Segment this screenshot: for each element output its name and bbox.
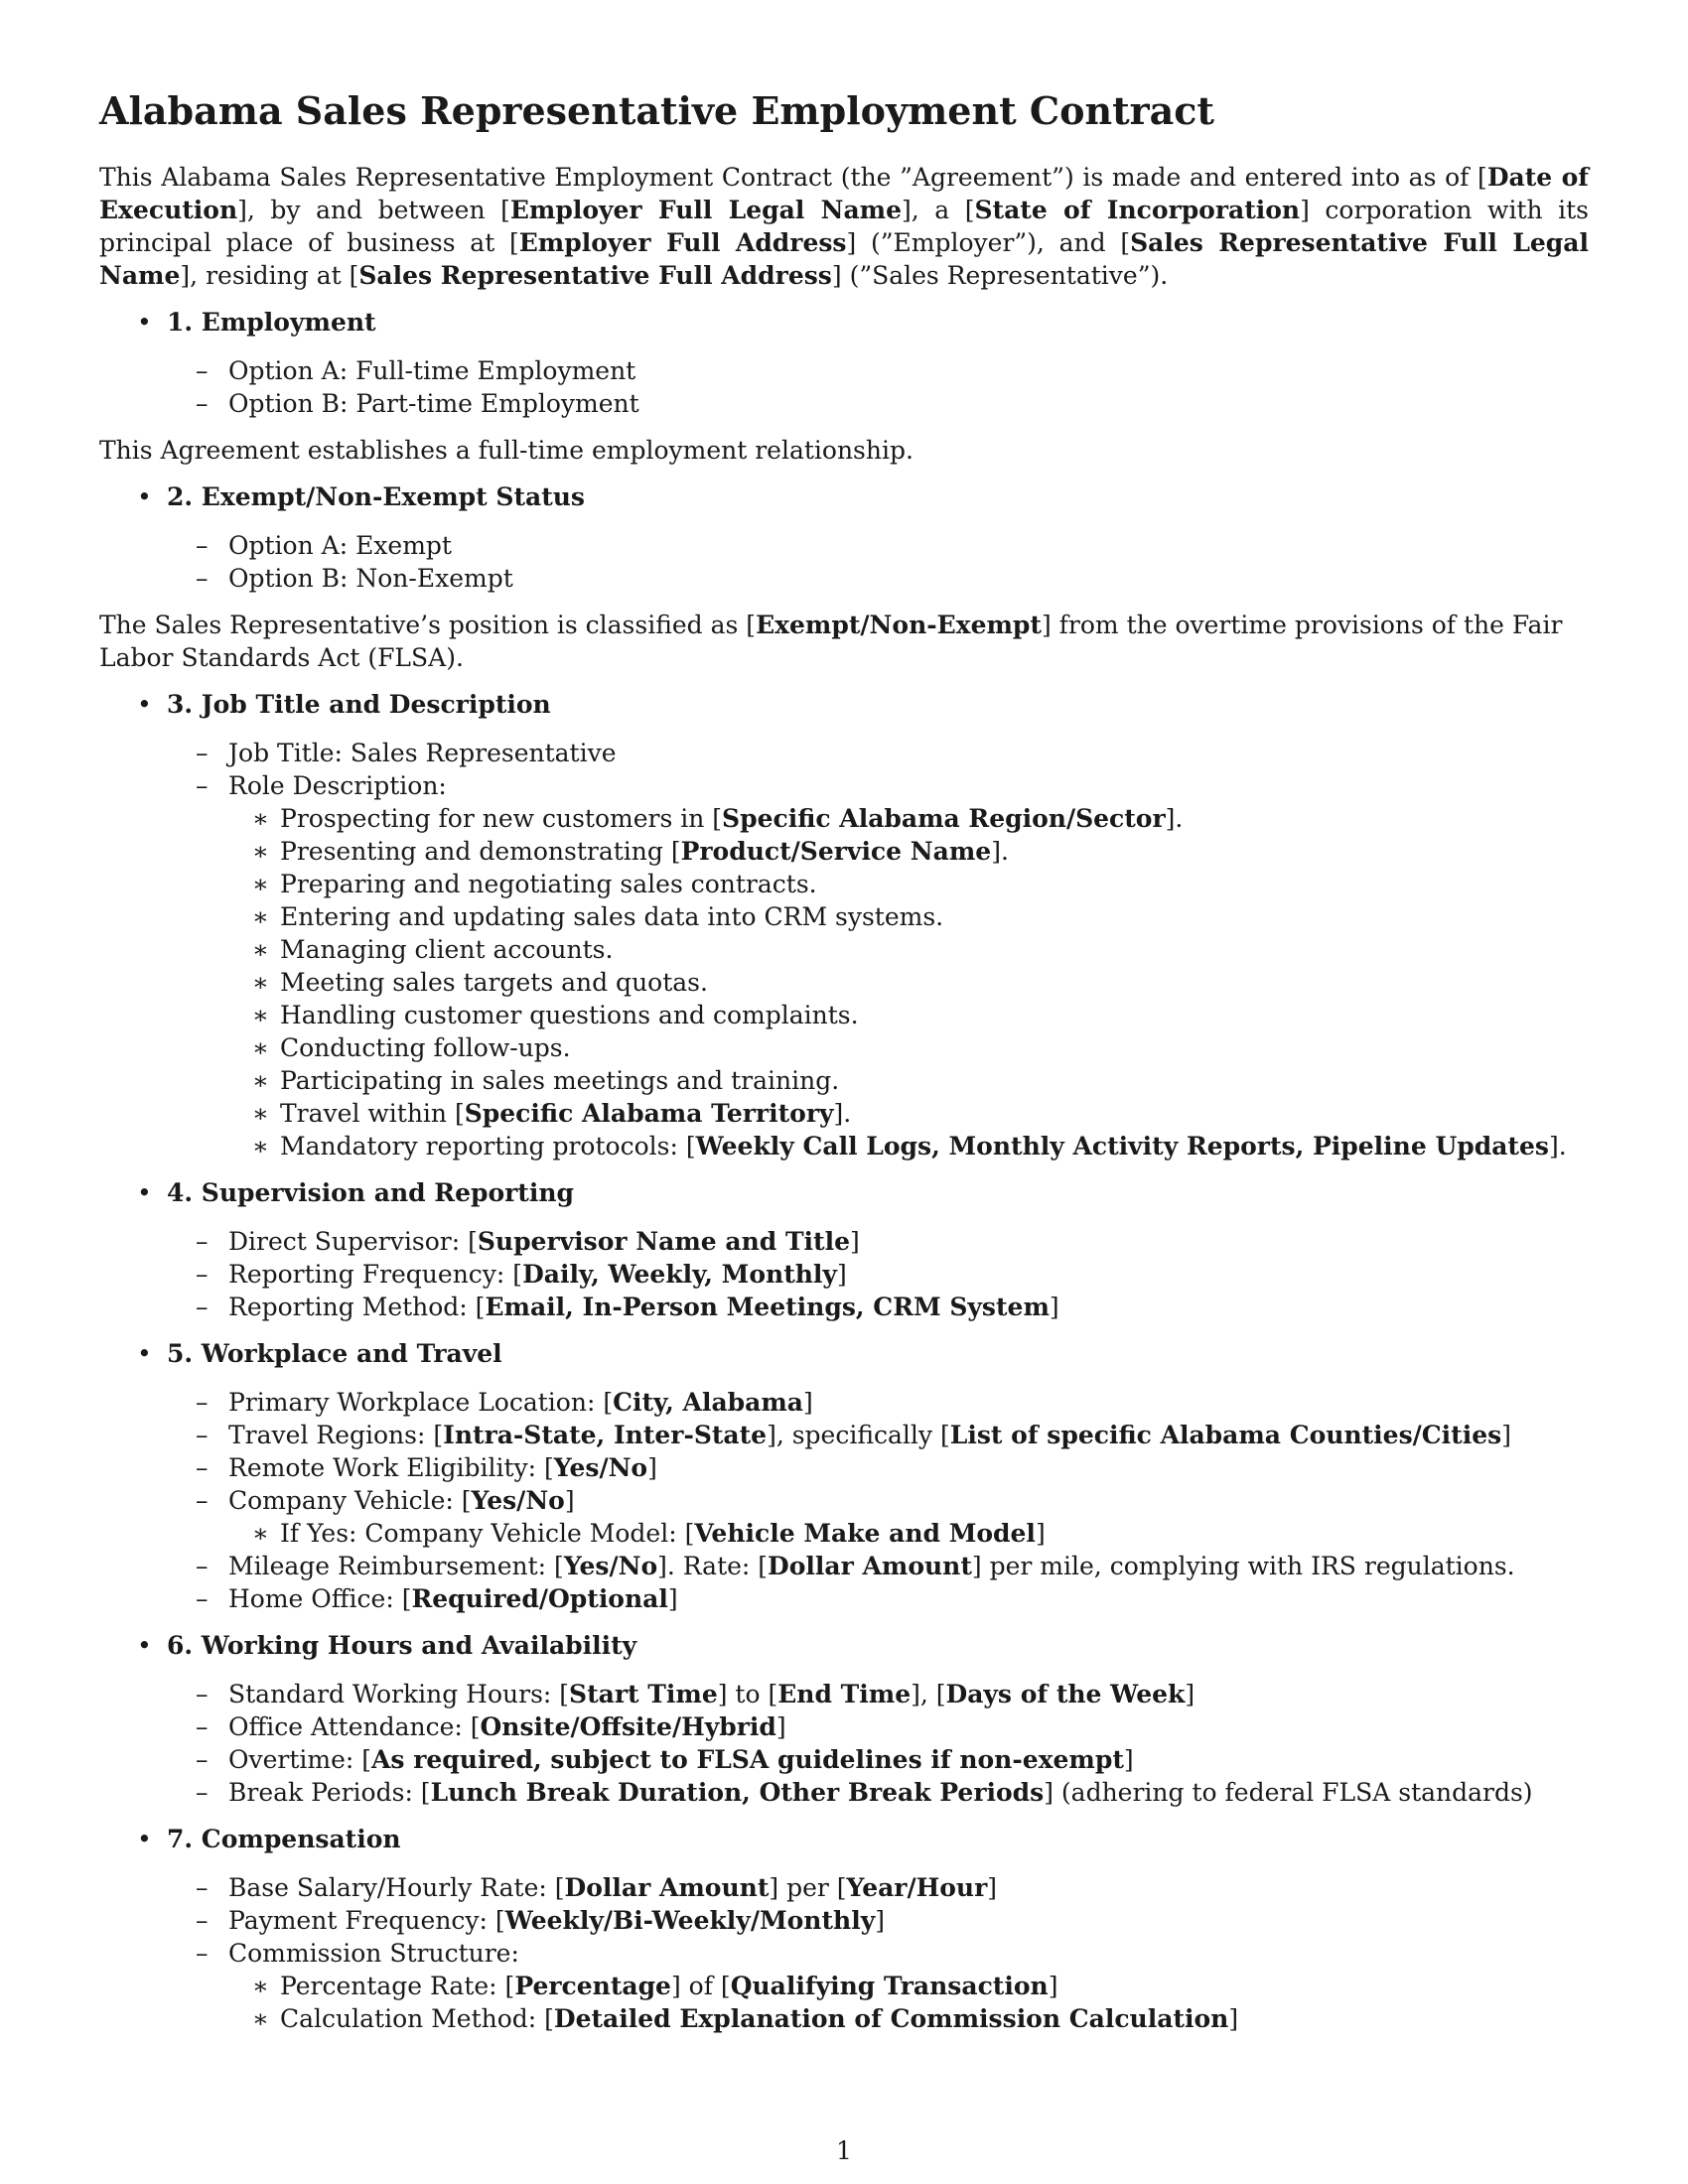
dash-icon: – (196, 1680, 209, 1708)
item-text: ] (1048, 1972, 1058, 2000)
placeholder: Dollar Amount (564, 1873, 770, 1902)
dash-icon: – (196, 1584, 209, 1613)
dash-icon: – (196, 1260, 209, 1289)
asterisk-icon: ∗ (252, 804, 269, 833)
document-title: Alabama Sales Representative Employment Contract (99, 88, 1214, 133)
item-list (99, 1678, 1589, 1809)
list-item (196, 1451, 1589, 1484)
sub-list-item (252, 2002, 1589, 2035)
sub-list-item (252, 1970, 1589, 2002)
section-job-title (99, 688, 1589, 1162)
placeholder: Specific Alabama Region/Sector (722, 804, 1166, 833)
item-text: Base Salary/Hourly Rate: [ (228, 1873, 565, 1902)
dash-icon: – (196, 564, 209, 593)
placeholder: Daily, Weekly, Monthly (522, 1260, 837, 1289)
placeholder-rep-address: Sales Representative Full Address (358, 261, 832, 290)
intro-paragraph (99, 161, 1589, 292)
placeholder: Weekly/Bi-Weekly/Monthly (504, 1906, 876, 1935)
list-item (196, 354, 1589, 387)
item-text: ] (875, 1906, 885, 1935)
list-item (196, 769, 1589, 1162)
placeholder: Days of the Week (945, 1680, 1186, 1708)
sub-list-item (252, 1517, 1589, 1550)
asterisk-icon: ∗ (252, 1099, 269, 1128)
section-heading (99, 1629, 1589, 1662)
placeholder-employer-address: Employer Full Address (518, 228, 847, 257)
dash-icon: – (196, 1486, 209, 1515)
list-item (196, 562, 1589, 595)
placeholder: Start Time (569, 1680, 718, 1708)
item-text: Commission Structure: (228, 1939, 519, 1968)
placeholder: List of specific Alabama Counties/Cities (949, 1421, 1502, 1449)
item-text: Role Description: (228, 771, 447, 800)
item-text: Calculation Method: [ (280, 2004, 554, 2033)
sub-list-item (252, 999, 1589, 1031)
dash-icon: – (196, 1939, 209, 1968)
placeholder: Required/Optional (411, 1584, 668, 1613)
item-list (99, 1871, 1589, 2035)
item-text: ] (803, 1388, 813, 1417)
section-heading (99, 306, 1589, 339)
item-text: ] (1228, 2004, 1239, 2033)
section-heading (99, 1823, 1589, 1855)
list-item (196, 1871, 1589, 1904)
bullet-icon: • (137, 1339, 152, 1368)
page-number: 1 (836, 2136, 852, 2165)
placeholder: Product/Service Name (680, 837, 992, 866)
item-text: ] (850, 1227, 860, 1256)
item-text: Entering and updating sales data into CRM systems. (280, 902, 944, 931)
placeholder: Lunch Break Duration, Other Break Periods (430, 1778, 1045, 1807)
paragraph-text: The Sales Representative’s position is classified as [ (99, 611, 757, 639)
item-text: ] (1035, 1519, 1046, 1548)
placeholder: Yes/No (471, 1486, 565, 1515)
item-text: Prospecting for new customers in [ (280, 804, 723, 833)
item-text: ] per [ (769, 1873, 847, 1902)
bullet-icon: • (137, 690, 152, 719)
section-paragraph: This Agreement establishes a full-time employment relationship. (99, 436, 914, 465)
list-item (196, 737, 1589, 769)
item-list (99, 737, 1589, 1162)
sub-list-item (252, 1130, 1589, 1162)
dash-icon: – (196, 1745, 209, 1774)
intro-text: This Alabama Sales Representative Employment Contract (the ”Agreement”) is made and entered into as of [ (99, 163, 1487, 192)
bullet-icon: • (137, 308, 152, 337)
section-title: 1. Employment (167, 308, 376, 337)
item-text: Company Vehicle: [ (228, 1486, 472, 1515)
placeholder: Weekly Call Logs, Monthly Activity Reports, Pipeline Updates (695, 1132, 1549, 1160)
dash-icon: – (196, 1712, 209, 1741)
sub-list-item (252, 1064, 1589, 1097)
placeholder-employer-name: Employer Full Legal Name (509, 196, 903, 224)
list-item (196, 1484, 1589, 1550)
placeholder: Qualifying Transaction (730, 1972, 1049, 2000)
asterisk-icon: ∗ (252, 902, 269, 931)
item-text: Remote Work Eligibility: [ (228, 1453, 554, 1482)
asterisk-icon: ∗ (252, 1033, 269, 1062)
intro-text: ], a [ (902, 196, 975, 224)
item-text: ] (775, 1712, 786, 1741)
item-text: Office Attendance: [ (228, 1712, 481, 1741)
section-title: 4. Supervision and Reporting (167, 1178, 575, 1207)
dash-icon: – (196, 1873, 209, 1902)
dash-icon: – (196, 1906, 209, 1935)
item-text: ] to [ (717, 1680, 778, 1708)
placeholder: Email, In-Person Meetings, CRM System (485, 1293, 1050, 1321)
placeholder: Onsite/Offsite/Hybrid (480, 1712, 776, 1741)
section-workplace-travel (99, 1337, 1589, 1615)
asterisk-icon: ∗ (252, 1001, 269, 1029)
dash-icon: – (196, 1552, 209, 1580)
placeholder-date-of-execution: Date of Execution (99, 163, 1590, 224)
placeholder-rep-name: Sales Representative Full Legal Name (99, 228, 1589, 290)
section-title: 6. Working Hours and Availability (167, 1631, 637, 1660)
option-list (99, 354, 1589, 420)
intro-text: ] corporation with its principal place of business at [ (99, 196, 1590, 257)
list-item (196, 529, 1589, 562)
list-item (196, 1419, 1589, 1451)
placeholder-state-of-incorporation: State of Incorporation (974, 196, 1301, 224)
intro-text: ], residing at [ (180, 261, 359, 290)
intro-text: ] (”Employer”), and [ (846, 228, 1131, 257)
bullet-icon: • (137, 482, 152, 511)
item-text: Overtime: [ (228, 1745, 372, 1774)
item-text: ] (564, 1486, 575, 1515)
item-text: ] (987, 1873, 998, 1902)
option-text: Option A: Exempt (228, 531, 452, 560)
section-exempt-status (99, 480, 1589, 595)
item-text: Direct Supervisor: [ (228, 1227, 478, 1256)
item-text: Travel within [ (280, 1099, 465, 1128)
list-item (196, 1386, 1589, 1419)
list-item (196, 1291, 1589, 1323)
list-item (196, 1678, 1589, 1710)
sub-list-item (252, 966, 1589, 999)
item-text: Payment Frequency: [ (228, 1906, 505, 1935)
asterisk-icon: ∗ (252, 935, 269, 964)
item-text: ]. (1548, 1132, 1567, 1160)
list-item (196, 1225, 1589, 1258)
sub-list (228, 1970, 1589, 2035)
sub-list (228, 802, 1589, 1162)
sub-list-item (252, 835, 1589, 868)
option-text: Option A: Full-time Employment (228, 356, 636, 385)
placeholder-exempt-status: Exempt/Non-Exempt (756, 611, 1042, 639)
placeholder: City, Alabama (613, 1388, 803, 1417)
item-text: ] (647, 1453, 657, 1482)
item-text: ], specifically [ (767, 1421, 950, 1449)
dash-icon: – (196, 1778, 209, 1807)
placeholder: As required, subject to FLSA guidelines if non-exempt (371, 1745, 1124, 1774)
dash-icon: – (196, 531, 209, 560)
asterisk-icon: ∗ (252, 1519, 269, 1548)
sub-list-item (252, 1031, 1589, 1064)
contract-sections (99, 306, 1589, 2049)
item-text: Reporting Method: [ (228, 1293, 486, 1321)
item-text: Managing client accounts. (280, 935, 614, 964)
item-text: Job Title: Sales Representative (228, 739, 617, 767)
placeholder: Detailed Explanation of Commission Calculation (553, 2004, 1229, 2033)
option-list (99, 529, 1589, 595)
item-text: ]. (991, 837, 1009, 866)
item-text: Conducting follow-ups. (280, 1033, 571, 1062)
asterisk-icon: ∗ (252, 968, 269, 997)
list-item (196, 1904, 1589, 1937)
list-item (196, 1743, 1589, 1776)
dash-icon: – (196, 1388, 209, 1417)
item-text: ] per mile, complying with IRS regulations. (971, 1552, 1515, 1580)
item-text: Preparing and negotiating sales contracts. (280, 870, 817, 898)
intro-text: ], by and between [ (237, 196, 510, 224)
list-item (196, 1710, 1589, 1743)
list-item (196, 1550, 1589, 1582)
section-title: 2. Exempt/Non-Exempt Status (167, 482, 586, 511)
item-text: ], [ (911, 1680, 946, 1708)
intro-text: ] (”Sales Representative”). (831, 261, 1169, 290)
list-item (196, 1582, 1589, 1615)
item-text: Mandatory reporting protocols: [ (280, 1132, 696, 1160)
dash-icon: – (196, 389, 209, 418)
option-text: Option B: Non-Exempt (228, 564, 513, 593)
item-text: Reporting Frequency: [ (228, 1260, 523, 1289)
list-item (196, 1258, 1589, 1291)
paragraph-text: ] from the overtime provisions of the Fair Labor Standards Act (FLSA). (99, 611, 1563, 672)
sub-list-item (252, 1097, 1589, 1130)
asterisk-icon: ∗ (252, 1972, 269, 2000)
item-text: ]. (833, 1099, 852, 1128)
placeholder: Vehicle Make and Model (694, 1519, 1036, 1548)
bullet-icon: • (137, 1631, 152, 1660)
sub-list-item (252, 802, 1589, 835)
dash-icon: – (196, 1227, 209, 1256)
item-text: Percentage Rate: [ (280, 1972, 515, 2000)
placeholder: Intra-State, Inter-State (443, 1421, 768, 1449)
item-text: Primary Workplace Location: [ (228, 1388, 614, 1417)
item-text: ] (836, 1260, 847, 1289)
item-text: ]. (1165, 804, 1184, 833)
dash-icon: – (196, 356, 209, 385)
asterisk-icon: ∗ (252, 1066, 269, 1095)
item-text: ] (1501, 1421, 1511, 1449)
placeholder: Year/Hour (846, 1873, 988, 1902)
item-text: Participating in sales meetings and training. (280, 1066, 840, 1095)
asterisk-icon: ∗ (252, 1132, 269, 1160)
dash-icon: – (196, 1453, 209, 1482)
item-text: Home Office: [ (228, 1584, 412, 1613)
list-item (196, 387, 1589, 420)
item-text: ] of [ (670, 1972, 731, 2000)
section-title: 7. Compensation (167, 1825, 401, 1853)
asterisk-icon: ∗ (252, 837, 269, 866)
item-text: ] (1185, 1680, 1196, 1708)
sub-list-item (252, 900, 1589, 933)
section-heading (99, 480, 1589, 513)
placeholder: Specific Alabama Territory (464, 1099, 834, 1128)
list-item (196, 1776, 1589, 1809)
item-list (99, 1386, 1589, 1615)
item-text: ] (667, 1584, 678, 1613)
item-text: Mileage Reimbursement: [ (228, 1552, 564, 1580)
section-title: 5. Workplace and Travel (167, 1339, 502, 1368)
placeholder: End Time (777, 1680, 912, 1708)
item-text: ] (1049, 1293, 1059, 1321)
item-text: If Yes: Company Vehicle Model: [ (280, 1519, 695, 1548)
asterisk-icon: ∗ (252, 870, 269, 898)
section-heading (99, 1337, 1589, 1370)
section-heading (99, 688, 1589, 721)
sub-list-item (252, 933, 1589, 966)
item-list (99, 1225, 1589, 1323)
bullet-icon: • (137, 1825, 152, 1853)
placeholder: Yes/No (553, 1453, 648, 1482)
dash-icon: – (196, 739, 209, 767)
placeholder: Percentage (514, 1972, 671, 2000)
dash-icon: – (196, 1421, 209, 1449)
section-employment (99, 306, 1589, 420)
section-compensation (99, 1823, 1589, 2035)
item-text: Standard Working Hours: [ (228, 1680, 570, 1708)
placeholder: Yes/No (563, 1552, 658, 1580)
item-text: ] (1123, 1745, 1134, 1774)
item-text: Handling customer questions and complaints. (280, 1001, 859, 1029)
item-text: ]. Rate: [ (657, 1552, 769, 1580)
item-text: Travel Regions: [ (228, 1421, 444, 1449)
asterisk-icon: ∗ (252, 2004, 269, 2033)
section-heading (99, 1176, 1589, 1209)
placeholder: Dollar Amount (768, 1552, 972, 1580)
sub-list (228, 1517, 1589, 1550)
bullet-icon: • (137, 1178, 152, 1207)
placeholder: Supervisor Name and Title (477, 1227, 851, 1256)
dash-icon: – (196, 771, 209, 800)
item-text: ] (adhering to federal FLSA standards) (1044, 1778, 1533, 1807)
item-text: Presenting and demonstrating [ (280, 837, 681, 866)
option-text: Option B: Part-time Employment (228, 389, 639, 418)
dash-icon: – (196, 1293, 209, 1321)
sub-list-item (252, 868, 1589, 900)
list-item (196, 1937, 1589, 2035)
section-supervision (99, 1176, 1589, 1323)
section-title: 3. Job Title and Description (167, 690, 551, 719)
section-paragraph (99, 609, 1589, 674)
section-working-hours (99, 1629, 1589, 1809)
item-text: Break Periods: [ (228, 1778, 431, 1807)
item-text: Meeting sales targets and quotas. (280, 968, 708, 997)
